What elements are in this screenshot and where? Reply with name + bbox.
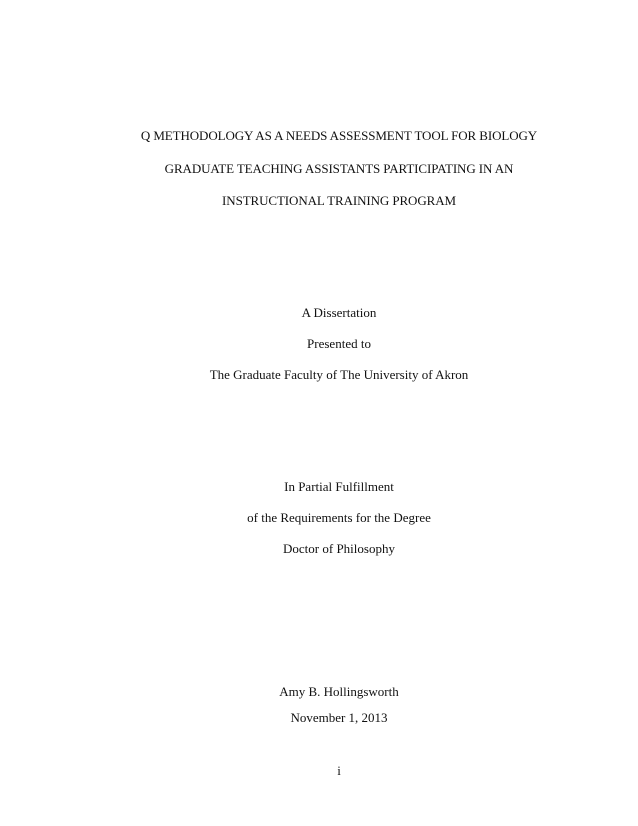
submission-line-2: Presented to bbox=[307, 336, 371, 351]
title-line-2: GRADUATE TEACHING ASSISTANTS PARTICIPATING IN AN bbox=[164, 161, 514, 176]
submission-line-1: A Dissertation bbox=[301, 305, 377, 320]
page-number: i bbox=[337, 763, 341, 778]
fulfillment-line-2: of the Requirements for the Degree bbox=[247, 510, 431, 525]
title-line-1: Q METHODOLOGY AS A NEEDS ASSESSMENT TOOL FOR BIOLOGY bbox=[140, 128, 538, 143]
author-name: Amy B. Hollingsworth bbox=[279, 684, 399, 699]
fulfillment-line-3: Doctor of Philosophy bbox=[283, 541, 395, 556]
submission-line-3: The Graduate Faculty of The University of Akron bbox=[209, 367, 469, 382]
submission-date: November 1, 2013 bbox=[290, 710, 388, 725]
title-line-3: INSTRUCTIONAL TRAINING PROGRAM bbox=[222, 193, 456, 208]
fulfillment-line-1: In Partial Fulfillment bbox=[284, 479, 394, 494]
